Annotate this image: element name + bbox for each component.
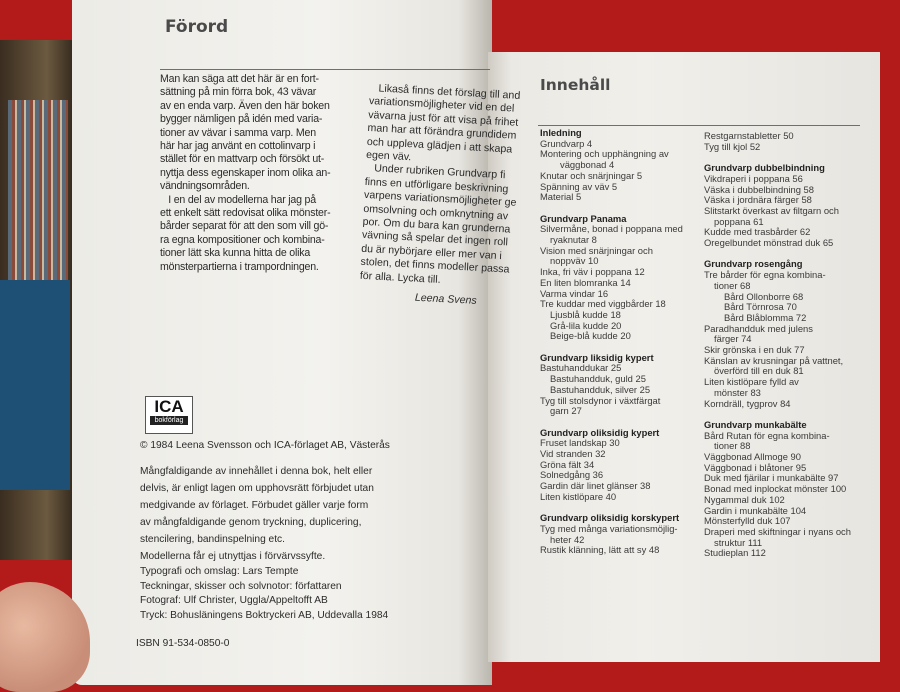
contents-entry: Material 5 [540, 191, 582, 203]
contents-entry: heter 42 [550, 533, 585, 545]
contents-entry: struktur 111 [714, 536, 763, 548]
isbn: ISBN 91-534-0850-0 [136, 638, 230, 649]
book-photo [8, 100, 68, 280]
contents-entry: Gröna fält 34 [540, 458, 595, 470]
contents-entry: färger 74 [714, 333, 752, 345]
contents-entry: Bård Rutan för egna kombina- [704, 429, 830, 441]
preface-column-2 [358, 82, 521, 308]
contents-entry: Oregelbundet mönstrad duk 65 [704, 237, 834, 249]
ica-logo [145, 396, 193, 434]
contents-entry: Liten kistlöpare 40 [540, 490, 617, 502]
contents-entry: Rustik klänning, lätt att sy 48 [540, 544, 660, 556]
contents-title: Innehåll [540, 76, 611, 94]
contents-entry: Bård Blåblomma 72 [724, 311, 807, 323]
contents-entry: Gardin i munkabälte 104 [704, 504, 807, 516]
contents-entry: Ljusblå kudde 18 [550, 308, 621, 320]
contents-entry: Kudde med trasbårder 62 [704, 226, 811, 238]
contents-entry: tioner 88 [714, 440, 751, 452]
signature: Leena Svens [414, 291, 477, 307]
contents-entry: Väggbonad i blåtoner 95 [704, 461, 807, 473]
preface-column-1: Man kan säga att det här är en fort- sättning på min förra bok, 43 vävar av en enda varp. Även den här boken bygger nämligen på idén med varia- tioner av vävar i samma varp. Men här har jag använt en cottolinvarp i stället för en mattvarp och försökt ut- nyttja dess egenskaper inom olika an- vändningsområden. I en del av modellerna har jag på ett enkelt sätt redovisat olika mönster- bårder separat för att den som vill gö- ra egna kompositioner och kombina- tioner lätt ska kunna hitta de olika mönsterpartierna i trampordningen. [160, 73, 331, 273]
contents-section-heading: Inledning [540, 127, 582, 138]
contents-entry: Skir grönska i en duk 77 [704, 344, 805, 356]
copyright: © 1984 Leena Svensson och ICA-förlaget AB, Västerås [140, 440, 390, 451]
contents-entry: Solnedgång 36 [540, 469, 604, 481]
contents-entry: Vid stranden 32 [540, 448, 606, 460]
preface-title: Förord [165, 17, 229, 37]
contents-column-2 [704, 131, 879, 559]
contents-entry: Silvermåne, bonad i poppana med [540, 223, 683, 235]
contents-section-heading: Grundvarp liksidig kypert [540, 351, 654, 363]
contents-entry: En liten blomranka 14 [540, 276, 631, 288]
contents-section-heading: Grundvarp rosengång [704, 258, 803, 270]
contents-entry: poppana 61 [714, 215, 764, 227]
contents-entry: Montering och upphängning av [540, 148, 669, 160]
contents-entry: Vision med snärjningar och [540, 244, 653, 256]
contents-rule [538, 125, 860, 126]
contents-entry: Fruset landskap 30 [540, 437, 620, 449]
logo-main: ICA [154, 397, 184, 416]
contents-entry: Slitstarkt överkast av filtgarn och [704, 204, 839, 216]
contents-entry: Knutar och snärjningar 5 [540, 169, 643, 181]
contents-entry: Draperi med skiftningar i nyans och [704, 525, 851, 537]
contents-entry: garn 27 [550, 405, 582, 417]
contents-entry: Grundvarp 4 [540, 137, 593, 149]
contents-entry: mönster 83 [714, 386, 761, 398]
contents-entry: Bård Ollonborre 68 [724, 290, 804, 302]
contents-entry: Liten kistlöpare fylld av [704, 376, 799, 388]
contents-section-heading: Grundvarp munkabälte [704, 418, 807, 430]
contents-entry: Bård Törnrosa 70 [724, 301, 797, 313]
contents-entry: Väska i jordnära färger 58 [704, 194, 812, 206]
contents-entry: Tre kuddar med viggbårder 18 [540, 298, 666, 310]
credits: Typografi och omslag: Lars Tempte Teckningar, skisser och solvnotor: författaren Fotograf: Ulf Christer, Uggla/Appeltofft AB Tryck: Bohusläningens Boktryckeri AB, Uddevalla 1984 [140, 566, 389, 622]
contents-entry: Tyg med många variationsmöjlig- [540, 522, 678, 534]
contents-section-heading: Grundvarp oliksidig kypert [540, 426, 660, 438]
background-book [0, 40, 78, 560]
contents-entry: Varma vindar 16 [540, 287, 609, 299]
contents-entry: Tyg till kjol 52 [704, 140, 761, 152]
rights-notice: Mångfaldigande av innehållet i denna bok, helt eller delvis, är enligt lagen om upphovsrätt förbjudet utan medgivande av förlaget. Förbudet gäller varje form av mångfaldigande genom tryckning, duplicering, stencilering, bandinspelning etc. Modellerna får ej utnyttjas i förvärvssyfte. [140, 466, 374, 562]
contents-entry: Beige-blå kudde 20 [550, 330, 631, 342]
contents-entry: ryaknutar 8 [550, 234, 597, 246]
preface-column-2-text: Likaså finns det förslag till and variationsmöjligheter vid en del vävarna just för att visa på frihet man har att förändra grundidem och uppleva glädjen i att skapa egen väv. Under rubriken Grundvarp fi finns en utförligare beskrivning varpens variationsmöjligheter ge omsolvning och omknytning av por. Om du bara kan grunderna vävning så spelar det ingen roll du är nybörjare eller mer van i stolen, det finns modeller passa för alla. Lycka till. [359, 82, 521, 286]
contents-entry: Inka, fri väv i poppana 12 [540, 266, 645, 278]
preface-rule [160, 69, 490, 70]
contents-entry: Vikdraperi i poppana 56 [704, 172, 803, 184]
contents-entry: Bastuhanddukar 25 [540, 362, 622, 374]
book-blue-panel [0, 280, 70, 490]
contents-entry: Väska i dubbelbindning 58 [704, 183, 814, 195]
contents-entry: Paradhandduk med julens [704, 322, 813, 334]
contents-entry: Studieplan 112 [704, 547, 766, 559]
contents-entry: Känslan av krusningar på vattnet, [704, 354, 844, 366]
contents-entry: Korndräll, tygprov 84 [704, 397, 791, 409]
contents-entry: Nygammal duk 102 [704, 493, 785, 505]
contents-entry: Grå-lila kudde 20 [550, 319, 622, 331]
contents-section-heading: Grundvarp oliksidig korskypert [540, 512, 680, 524]
contents-entry: Väggbonad Allmoge 90 [704, 451, 801, 463]
contents-entry: Tyg till stolsdynor i växtfärgat [540, 394, 661, 406]
contents-entry: Tre bårder för egna kombina- [704, 269, 826, 281]
contents-entry: Mönsterfylld duk 107 [704, 515, 791, 527]
contents-entry: Spänning av väv 5 [540, 180, 618, 192]
contents-entry: Bastuhandduk, guld 25 [550, 373, 646, 385]
contents-entry: överförd till en duk 81 [714, 365, 804, 377]
contents-column-1 [540, 128, 700, 556]
contents-entry: Restgarnstabletter 50 [704, 130, 794, 141]
contents-section-heading: Grundvarp Panama [540, 212, 627, 224]
contents-entry: noppväv 10 [550, 255, 599, 267]
contents-entry: Duk med fjärilar i munkabälte 97 [704, 472, 839, 484]
contents-entry: väggbonad 4 [560, 159, 615, 171]
contents-entry: Gardin där linet glänser 38 [540, 480, 651, 492]
logo-sub: bokförlag [150, 416, 188, 425]
contents-section-heading: Grundvarp dubbelbindning [704, 162, 825, 174]
contents-entry: tioner 68 [714, 279, 751, 291]
contents-entry: Bonad med inplockat mönster 100 [704, 483, 847, 495]
contents-entry: Bastuhandduk, silver 25 [550, 383, 651, 395]
